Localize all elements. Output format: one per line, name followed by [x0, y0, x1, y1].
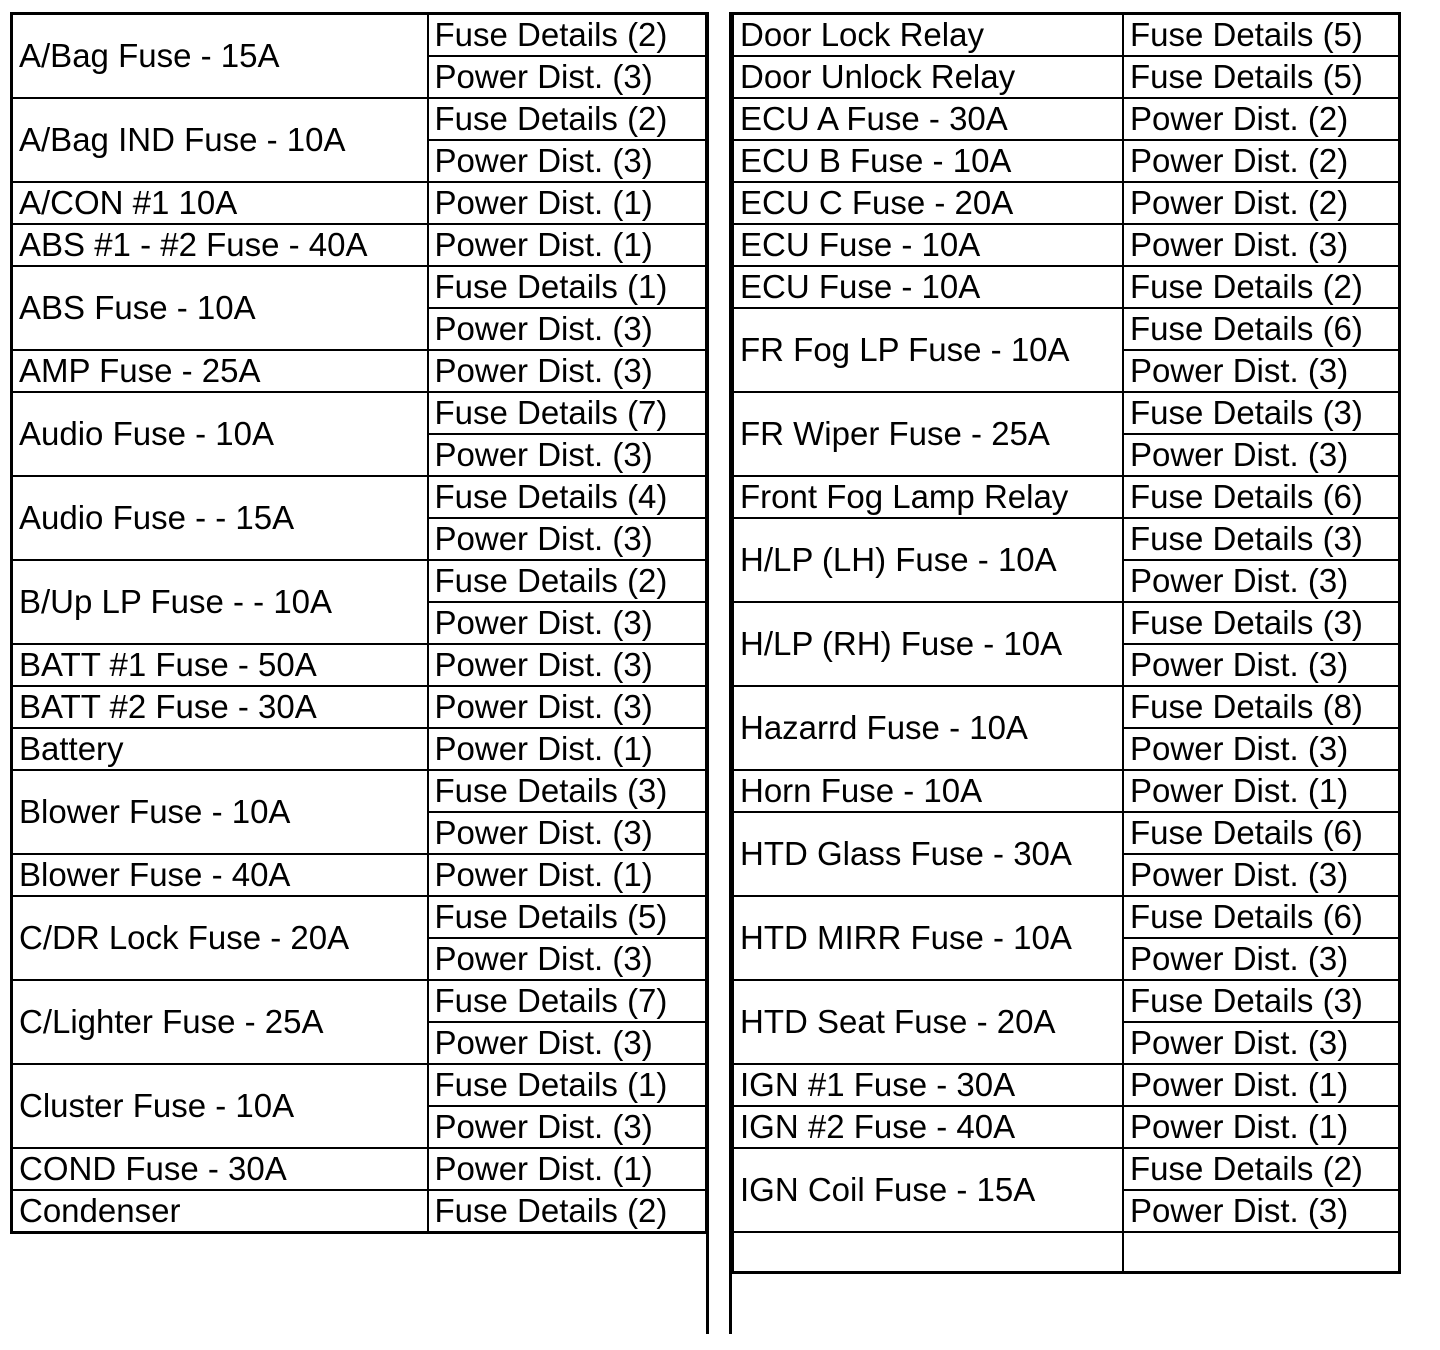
component-name: C/Lighter Fuse - 25A: [12, 980, 428, 1064]
table-row: [733, 980, 1399, 1022]
reference-cell: Fuse Details (1): [428, 1064, 706, 1106]
table-row: [733, 896, 1399, 938]
reference-cell: Fuse Details (8): [1123, 686, 1399, 728]
table-row: [12, 1148, 706, 1190]
reference-cell: Power Dist. (1): [428, 728, 706, 770]
component-name: AMP Fuse - 25A: [12, 350, 428, 392]
table-row: [733, 266, 1399, 308]
reference-cell: Power Dist. (3): [1123, 560, 1399, 602]
reference-cell: Power Dist. (1): [428, 224, 706, 266]
reference-cell: Fuse Details (7): [428, 392, 706, 434]
table-row: [733, 1064, 1399, 1106]
component-name: A/CON #1 10A: [12, 182, 428, 224]
table-row: [733, 98, 1399, 140]
table-row: [733, 518, 1399, 560]
reference-cell: Fuse Details (4): [428, 476, 706, 518]
table-row: [12, 980, 706, 1022]
table-row: [12, 644, 706, 686]
reference-cell: Fuse Details (2): [428, 560, 706, 602]
reference-cell: Fuse Details (2): [428, 14, 706, 57]
reference-cell: Power Dist. (3): [1123, 854, 1399, 896]
reference-cell: [1123, 1232, 1399, 1272]
component-name: ECU Fuse - 10A: [733, 224, 1123, 266]
component-name: [733, 1232, 1123, 1272]
reference-cell: Power Dist. (3): [428, 602, 706, 644]
component-name: IGN #2 Fuse - 40A: [733, 1106, 1123, 1148]
table-row: [12, 476, 706, 518]
component-name: Front Fog Lamp Relay: [733, 476, 1123, 518]
reference-cell: Power Dist. (3): [1123, 728, 1399, 770]
reference-cell: Power Dist. (2): [1123, 98, 1399, 140]
reference-cell: Fuse Details (6): [1123, 812, 1399, 854]
reference-cell: Fuse Details (6): [1123, 308, 1399, 350]
reference-cell: Power Dist. (3): [428, 308, 706, 350]
table-row: [733, 812, 1399, 854]
component-name: COND Fuse - 30A: [12, 1148, 428, 1190]
table-row: [12, 560, 706, 602]
reference-cell: Power Dist. (3): [428, 350, 706, 392]
component-name: HTD MIRR Fuse - 10A: [733, 896, 1123, 980]
table-row: [733, 1232, 1399, 1272]
reference-cell: Fuse Details (3): [1123, 602, 1399, 644]
table-row: [12, 392, 706, 434]
reference-cell: Power Dist. (3): [428, 140, 706, 182]
reference-cell: Power Dist. (2): [1123, 182, 1399, 224]
component-name: IGN Coil Fuse - 15A: [733, 1148, 1123, 1232]
component-name: Door Unlock Relay: [733, 56, 1123, 98]
component-name: Blower Fuse - 10A: [12, 770, 428, 854]
component-name: A/Bag IND Fuse - 10A: [12, 98, 428, 182]
component-name: Audio Fuse - - 15A: [12, 476, 428, 560]
reference-cell: Fuse Details (3): [1123, 518, 1399, 560]
table-row: [733, 308, 1399, 350]
table-row: [12, 14, 706, 57]
component-name: Battery: [12, 728, 428, 770]
component-name: Cluster Fuse - 10A: [12, 1064, 428, 1148]
table-row: [733, 56, 1399, 98]
reference-cell: Power Dist. (3): [1123, 644, 1399, 686]
table-row: [12, 854, 706, 896]
component-name: ECU C Fuse - 20A: [733, 182, 1123, 224]
reference-cell: Power Dist. (3): [1123, 350, 1399, 392]
reference-cell: Fuse Details (2): [428, 1190, 706, 1233]
reference-cell: Fuse Details (2): [428, 98, 706, 140]
reference-cell: Fuse Details (3): [1123, 980, 1399, 1022]
reference-cell: Power Dist. (1): [1123, 1064, 1399, 1106]
reference-cell: Power Dist. (3): [428, 686, 706, 728]
table-row: [733, 686, 1399, 728]
reference-cell: Power Dist. (3): [1123, 434, 1399, 476]
component-name: H/LP (RH) Fuse - 10A: [733, 602, 1123, 686]
column-divider: [706, 12, 732, 1334]
table-row: [12, 686, 706, 728]
reference-cell: Fuse Details (6): [1123, 896, 1399, 938]
component-name: ECU Fuse - 10A: [733, 266, 1123, 308]
component-name: IGN #1 Fuse - 30A: [733, 1064, 1123, 1106]
reference-cell: Power Dist. (3): [428, 56, 706, 98]
table-row: [12, 1064, 706, 1106]
reference-cell: Power Dist. (3): [428, 1106, 706, 1148]
reference-cell: Fuse Details (1): [428, 266, 706, 308]
reference-cell: Fuse Details (2): [1123, 266, 1399, 308]
fuse-index-table-right: [732, 12, 1401, 1274]
component-name: Condenser: [12, 1190, 428, 1233]
reference-cell: Power Dist. (3): [428, 644, 706, 686]
table-row: [733, 1148, 1399, 1190]
reference-cell: Power Dist. (1): [428, 182, 706, 224]
table-row: [733, 224, 1399, 266]
reference-cell: Power Dist. (3): [428, 938, 706, 980]
table-row: [733, 182, 1399, 224]
table-row: [733, 476, 1399, 518]
table-row: [12, 770, 706, 812]
component-name: Door Lock Relay: [733, 14, 1123, 57]
component-name: FR Fog LP Fuse - 10A: [733, 308, 1123, 392]
reference-cell: Fuse Details (3): [1123, 392, 1399, 434]
component-name: A/Bag Fuse - 15A: [12, 14, 428, 99]
table-row: [733, 602, 1399, 644]
reference-cell: Power Dist. (3): [1123, 224, 1399, 266]
reference-cell: Power Dist. (3): [428, 518, 706, 560]
reference-cell: Power Dist. (3): [1123, 1022, 1399, 1064]
component-name: HTD Seat Fuse - 20A: [733, 980, 1123, 1064]
fuse-index-table-left: [10, 12, 707, 1234]
reference-cell: Power Dist. (1): [1123, 770, 1399, 812]
reference-cell: Power Dist. (1): [428, 1148, 706, 1190]
component-name: ECU B Fuse - 10A: [733, 140, 1123, 182]
table-row: [12, 728, 706, 770]
table-row: [12, 1190, 706, 1233]
component-name: BATT #2 Fuse - 30A: [12, 686, 428, 728]
reference-cell: Fuse Details (5): [1123, 14, 1399, 57]
component-name: ABS Fuse - 10A: [12, 266, 428, 350]
table-row: [12, 182, 706, 224]
component-name: FR Wiper Fuse - 25A: [733, 392, 1123, 476]
component-name: H/LP (LH) Fuse - 10A: [733, 518, 1123, 602]
component-name: B/Up LP Fuse - - 10A: [12, 560, 428, 644]
reference-cell: Power Dist. (1): [1123, 1106, 1399, 1148]
reference-cell: Fuse Details (3): [428, 770, 706, 812]
table-row: [12, 896, 706, 938]
table-row: [733, 14, 1399, 57]
reference-cell: Power Dist. (3): [1123, 1190, 1399, 1232]
component-name: Hazarrd Fuse - 10A: [733, 686, 1123, 770]
reference-cell: Fuse Details (7): [428, 980, 706, 1022]
reference-cell: Power Dist. (3): [428, 1022, 706, 1064]
table-row: [12, 266, 706, 308]
component-name: ECU A Fuse - 30A: [733, 98, 1123, 140]
reference-cell: Power Dist. (1): [428, 854, 706, 896]
table-row: [733, 770, 1399, 812]
reference-cell: Fuse Details (5): [428, 896, 706, 938]
reference-cell: Power Dist. (2): [1123, 140, 1399, 182]
reference-cell: Power Dist. (3): [1123, 938, 1399, 980]
component-name: BATT #1 Fuse - 50A: [12, 644, 428, 686]
component-name: ABS #1 - #2 Fuse - 40A: [12, 224, 428, 266]
reference-cell: Fuse Details (5): [1123, 56, 1399, 98]
table-row: [12, 98, 706, 140]
table-row: [733, 392, 1399, 434]
component-name: Blower Fuse - 40A: [12, 854, 428, 896]
table-row: [733, 1106, 1399, 1148]
component-name: C/DR Lock Fuse - 20A: [12, 896, 428, 980]
component-name: Horn Fuse - 10A: [733, 770, 1123, 812]
component-name: HTD Glass Fuse - 30A: [733, 812, 1123, 896]
reference-cell: Fuse Details (2): [1123, 1148, 1399, 1190]
reference-cell: Power Dist. (3): [428, 812, 706, 854]
reference-cell: Fuse Details (6): [1123, 476, 1399, 518]
reference-cell: Power Dist. (3): [428, 434, 706, 476]
table-row: [12, 350, 706, 392]
component-name: Audio Fuse - 10A: [12, 392, 428, 476]
table-row: [733, 140, 1399, 182]
